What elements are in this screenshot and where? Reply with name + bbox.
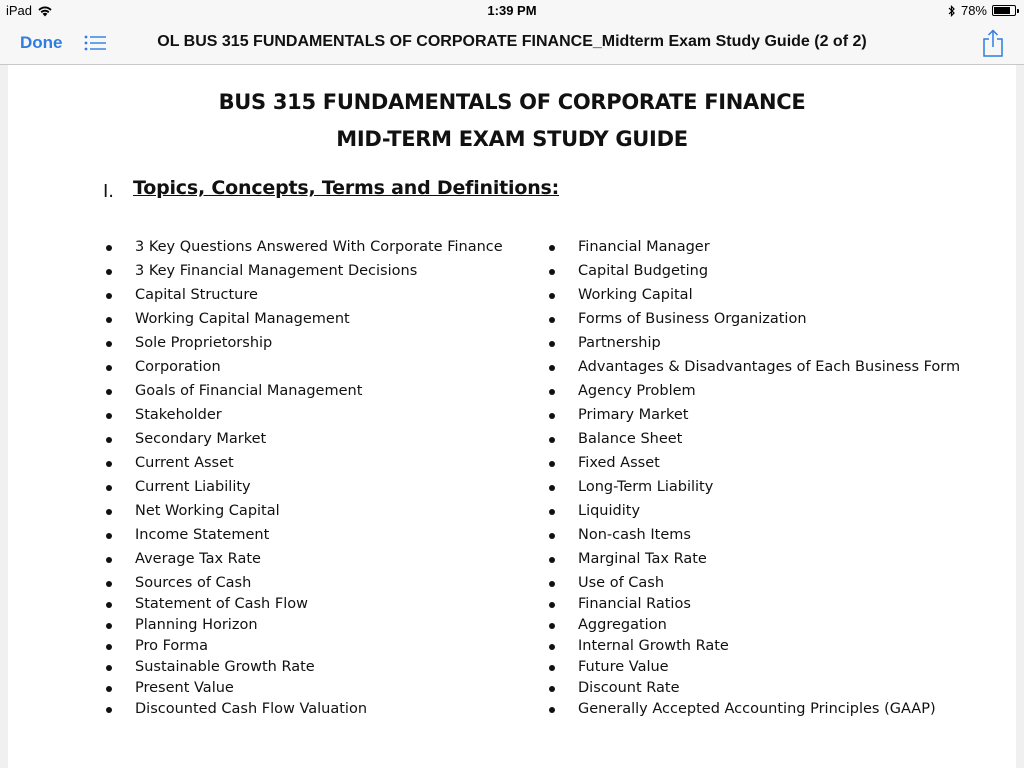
nav-bar [0, 22, 1024, 65]
list-item: Internal Growth Rate [547, 636, 1007, 657]
list-item: Generally Accepted Accounting Principles (GAAP) [547, 699, 1007, 720]
left-topic-list [104, 237, 524, 720]
list-item: Long-Term Liability [547, 477, 1007, 501]
list-item: Stakeholder [104, 405, 524, 429]
status-bar [0, 0, 1024, 22]
section-heading: Topics, Concepts, Terms and Definitions: [133, 177, 560, 199]
list-item: Working Capital Management [104, 309, 524, 333]
list-item: Financial Ratios [547, 594, 1007, 615]
list-item: Current Liability [104, 477, 524, 501]
list-item: Discount Rate [547, 678, 1007, 699]
list-item: 3 Key Questions Answered With Corporate Finance [104, 237, 524, 261]
doc-title-line1: BUS 315 FUNDAMENTALS OF CORPORATE FINANCE [218, 90, 806, 114]
list-item: Advantages & Disadvantages of Each Business Form [547, 357, 1007, 381]
bluetooth-icon [948, 5, 956, 17]
list-item: Sole Proprietorship [104, 333, 524, 357]
list-item: Working Capital [547, 285, 1007, 309]
list-item: Planning Horizon [104, 615, 524, 636]
share-icon[interactable] [982, 29, 1004, 57]
battery-percent: 78% [960, 3, 987, 18]
list-item: Primary Market [547, 405, 1007, 429]
done-button[interactable]: Done [20, 33, 63, 52]
list-item: Marginal Tax Rate [547, 549, 1007, 573]
document-page[interactable] [8, 65, 1016, 768]
list-item: Present Value [104, 678, 524, 699]
list-item: Sources of Cash [104, 573, 524, 594]
list-item: 3 Key Financial Management Decisions [104, 261, 524, 285]
list-item: Balance Sheet [547, 429, 1007, 453]
list-item: Liquidity [547, 501, 1007, 525]
list-item: Corporation [104, 357, 524, 381]
document-title: OL BUS 315 FUNDAMENTALS OF CORPORATE FINANCE_Midterm Exam Study Guide (2 of 2) [157, 33, 867, 50]
list-item: Income Statement [104, 525, 524, 549]
status-time: 1:39 PM [487, 3, 537, 18]
battery-fill [994, 7, 1010, 14]
list-item: Sustainable Growth Rate [104, 657, 524, 678]
list-item: Secondary Market [104, 429, 524, 453]
list-item: Forms of Business Organization [547, 309, 1007, 333]
list-item: Fixed Asset [547, 453, 1007, 477]
list-item: Agency Problem [547, 381, 1007, 405]
doc-title-line2: MID-TERM EXAM STUDY GUIDE [336, 127, 688, 151]
list-item: Use of Cash [547, 573, 1007, 594]
list-item: Current Asset [104, 453, 524, 477]
list-item: Aggregation [547, 615, 1007, 636]
list-item: Non-cash Items [547, 525, 1007, 549]
list-item: Capital Budgeting [547, 261, 1007, 285]
battery-icon [992, 5, 1016, 16]
list-item: Partnership [547, 333, 1007, 357]
list-item: Financial Manager [547, 237, 1007, 261]
list-item: Pro Forma [104, 636, 524, 657]
device-label: iPad [6, 3, 33, 18]
list-item: Capital Structure [104, 285, 524, 309]
list-item: Net Working Capital [104, 501, 524, 525]
list-item: Average Tax Rate [104, 549, 524, 573]
right-topic-list [547, 237, 1007, 720]
status-right [948, 3, 1016, 18]
list-item: Statement of Cash Flow [104, 594, 524, 615]
list-item: Discounted Cash Flow Valuation [104, 699, 524, 720]
list-icon[interactable] [84, 34, 106, 52]
list-item: Goals of Financial Management [104, 381, 524, 405]
list-item: Future Value [547, 657, 1007, 678]
section-number: I. [103, 181, 115, 202]
